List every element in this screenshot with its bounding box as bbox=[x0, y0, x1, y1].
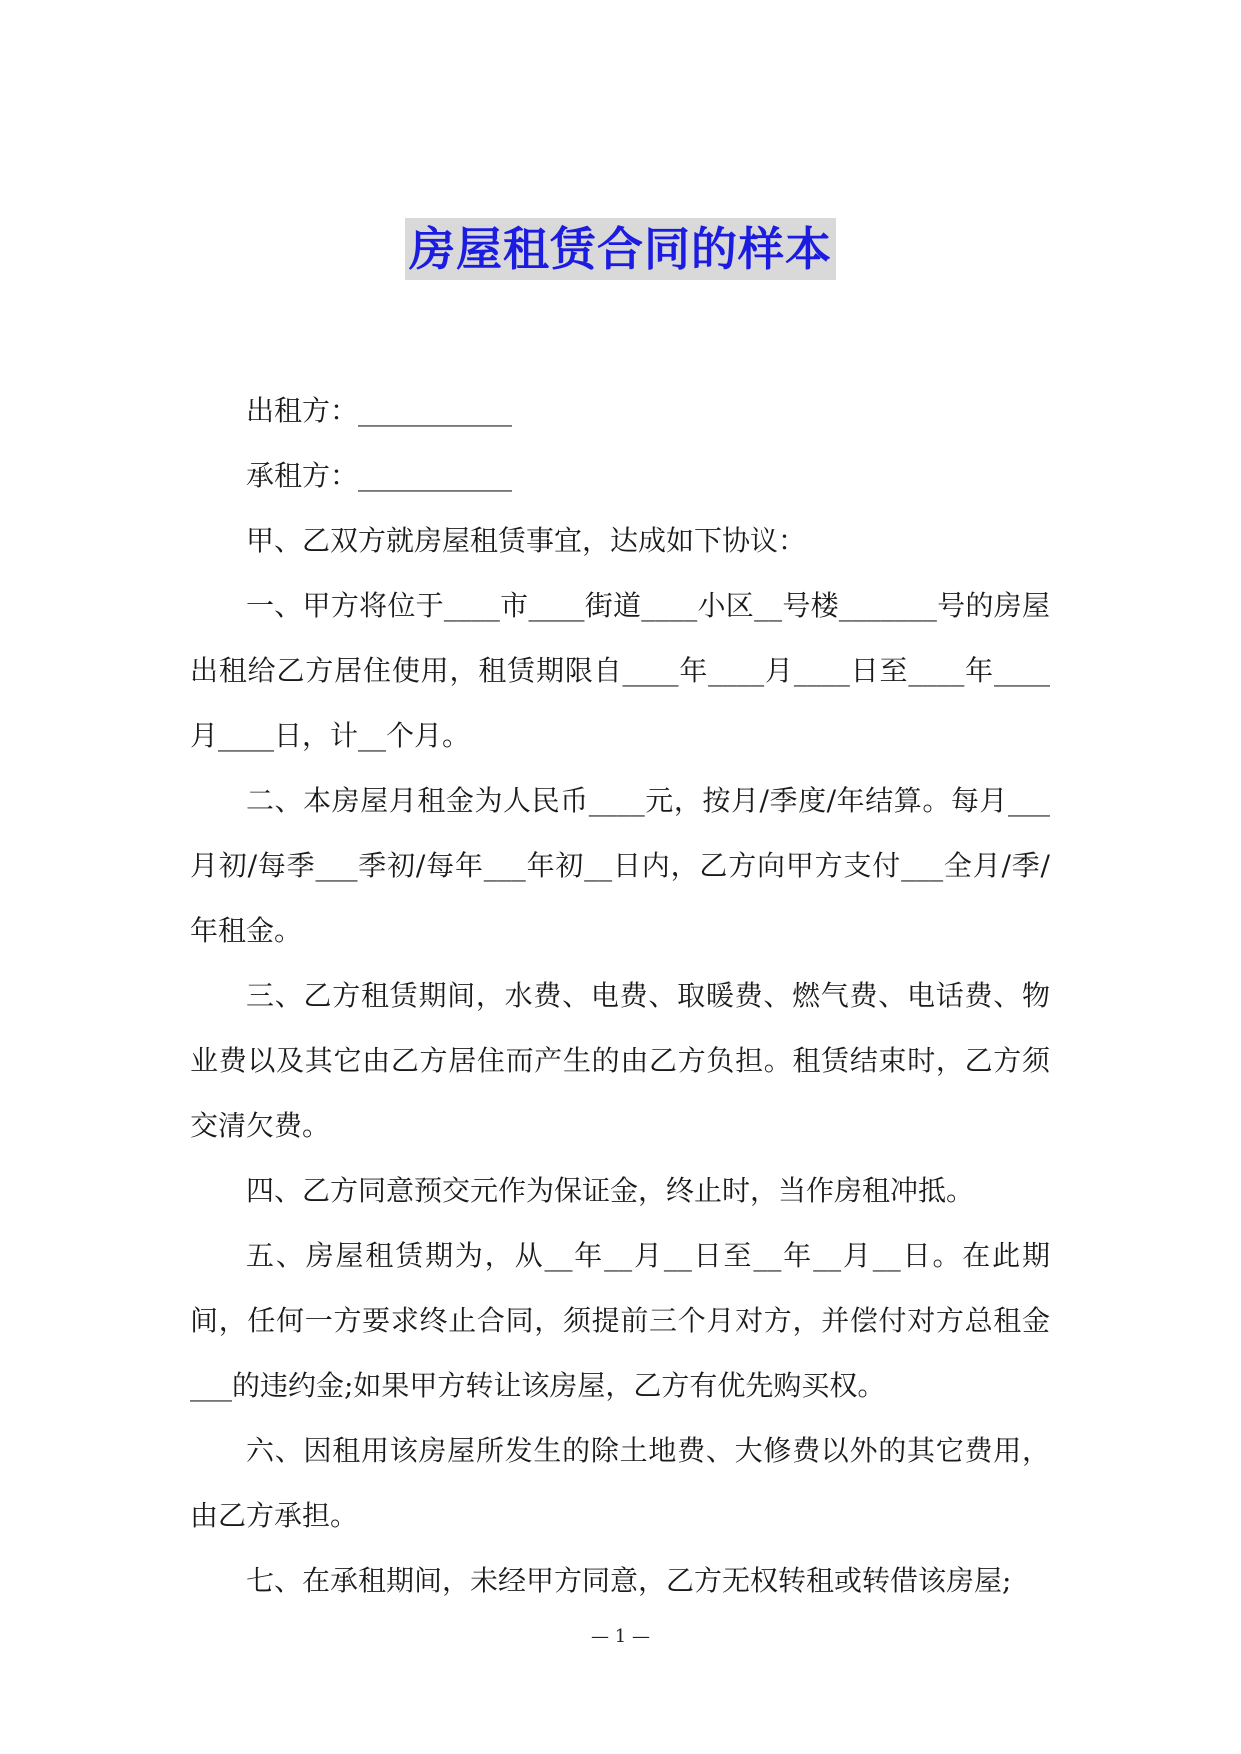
paragraph-lessee: 承租方：___________ bbox=[246, 459, 513, 492]
document-body bbox=[190, 378, 1050, 1613]
clause-1: 一、甲方将位于____市____街道____小区__号楼_______号的房屋出租给乙方居住使用，租赁期限自____年____月____日至____年____月____日，计__个月。 bbox=[190, 589, 1050, 752]
clause-5: 五、房屋租赁期为，从__年__月__日至__年__月__日。在此期间，任何一方要求终止合同，须提前三个月对方，并偿付对方总租金___的违约金;如果甲方转让该房屋，乙方有优先购买权。 bbox=[190, 1239, 1050, 1402]
clause-7: 七、在承租期间，未经甲方同意，乙方无权转租或转借该房屋; bbox=[246, 1564, 1012, 1597]
clause-3: 三、乙方租赁期间，水费、电费、取暖费、燃气费、电话费、物业费以及其它由乙方居住而产生的由乙方负担。租赁结束时，乙方须交清欠费。 bbox=[190, 979, 1050, 1142]
clause-2: 二、本房屋月租金为人民币____元，按月/季度/年结算。每月___月初/每季___季初/每年___年初__日内，乙方向甲方支付___全月/季/年租金。 bbox=[190, 784, 1050, 947]
title-container bbox=[0, 218, 1241, 280]
paragraph-intro: 甲、乙双方就房屋租赁事宜，达成如下协议： bbox=[246, 524, 807, 557]
clause-6: 六、因租用该房屋所发生的除土地费、大修费以外的其它费用，由乙方承担。 bbox=[190, 1434, 1050, 1532]
page-number: — 1 — bbox=[591, 1626, 650, 1647]
document-title: 房屋租赁合同的样本 bbox=[405, 218, 836, 280]
clause-4: 四、乙方同意预交元作为保证金，终止时，当作房租冲抵。 bbox=[246, 1174, 975, 1207]
paragraph-lessor: 出租方：___________ bbox=[246, 394, 513, 427]
